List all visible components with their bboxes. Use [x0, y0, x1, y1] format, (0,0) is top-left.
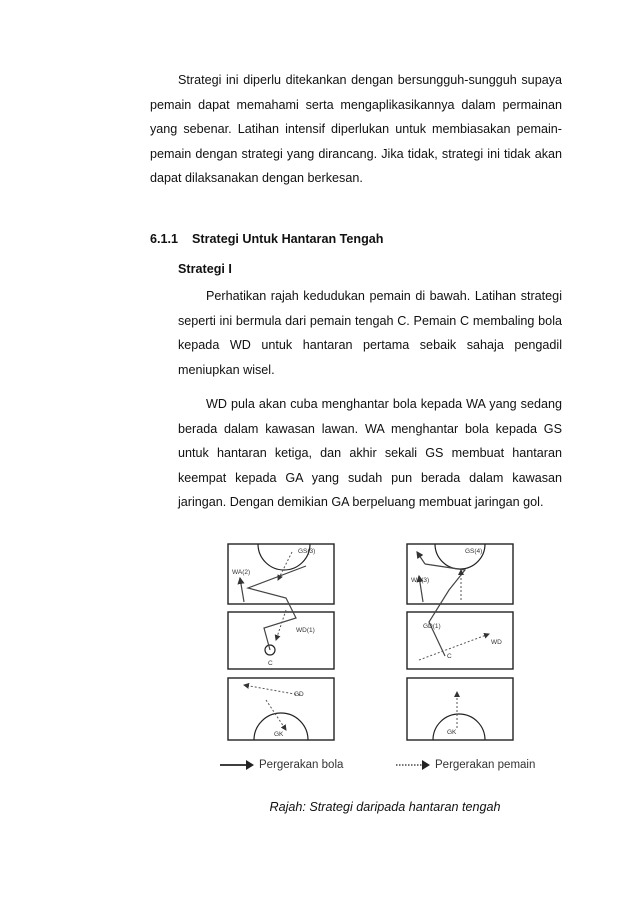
- label-c: C: [268, 660, 273, 667]
- label-gd: GD(1): [423, 623, 441, 630]
- label-gk: GK: [274, 731, 284, 738]
- label-c: C: [447, 653, 452, 660]
- court-third-attack: [407, 544, 513, 604]
- label-wd: WD: [491, 639, 502, 646]
- figure-caption-text: Rajah: Strategi daripada hantaran tengah: [269, 800, 501, 814]
- subsection-title: Strategi I: [178, 262, 232, 276]
- label-gd: GD: [294, 691, 304, 698]
- label-wa: WA(2): [232, 569, 251, 576]
- label-wd: WD(1): [296, 627, 315, 634]
- left-court-diagram: [226, 540, 338, 745]
- legend-solid-arrow-icon: [218, 757, 256, 773]
- figure-caption: [0, 800, 638, 814]
- legend-dotted-arrow-icon: [394, 757, 432, 773]
- court-third-centre: [228, 612, 334, 669]
- paragraph-2: WD pula akan cuba menghantar bola kepada WA yang sedang berada dalam kawasan lawan. WA menghantar bola kepada GS untuk hantaran ketiga, dan akhir sekali GS membuat hantaran keempat kepada GA yang sudah pun berada dalam kawasan jaringan. Dengan demikian GA berpeluang membuat jaringan gol.: [178, 397, 562, 509]
- right-court-diagram: [405, 540, 517, 745]
- paragraph-1: Perhatikan rajah kedudukan pemain di bawah. Latihan strategi seperti ini bermula dari pemain tengah C. Pemain C membaling bola kepada WD untuk hantaran pertama sebaik sahaja pengadil meniupkan wisel.: [178, 289, 562, 377]
- court-third-defence: [407, 678, 513, 740]
- intro-paragraph: Strategi ini diperlu ditekankan dengan bersungguh-sungguh supaya pemain dapat memahami serta mengaplikasikannya dalam permainan yang sebenar. Latihan intensif diperlukan untuk membiasakan pemain-pemain dengan strategi yang dirancang. Jika tidak, strategi ini tidak akan dapat dilaksanakan dengan berkesan.: [150, 73, 562, 185]
- legend-ball-movement: Pergerakan bola: [259, 759, 344, 771]
- label-gs: GS(3): [298, 548, 316, 555]
- ball-movement-lines: [240, 566, 306, 650]
- label-wa: WA(3): [411, 577, 430, 584]
- section-number: 6.1.1: [150, 232, 179, 246]
- legend-player-movement: Pergerakan pemain: [435, 759, 536, 771]
- label-gs: GS(4): [465, 548, 483, 555]
- section-title: Strategi Untuk Hantaran Tengah: [192, 232, 384, 246]
- player-movement-lines: [419, 570, 489, 728]
- goal-circle-bottom: [433, 714, 485, 740]
- label-gk: GK: [447, 729, 457, 736]
